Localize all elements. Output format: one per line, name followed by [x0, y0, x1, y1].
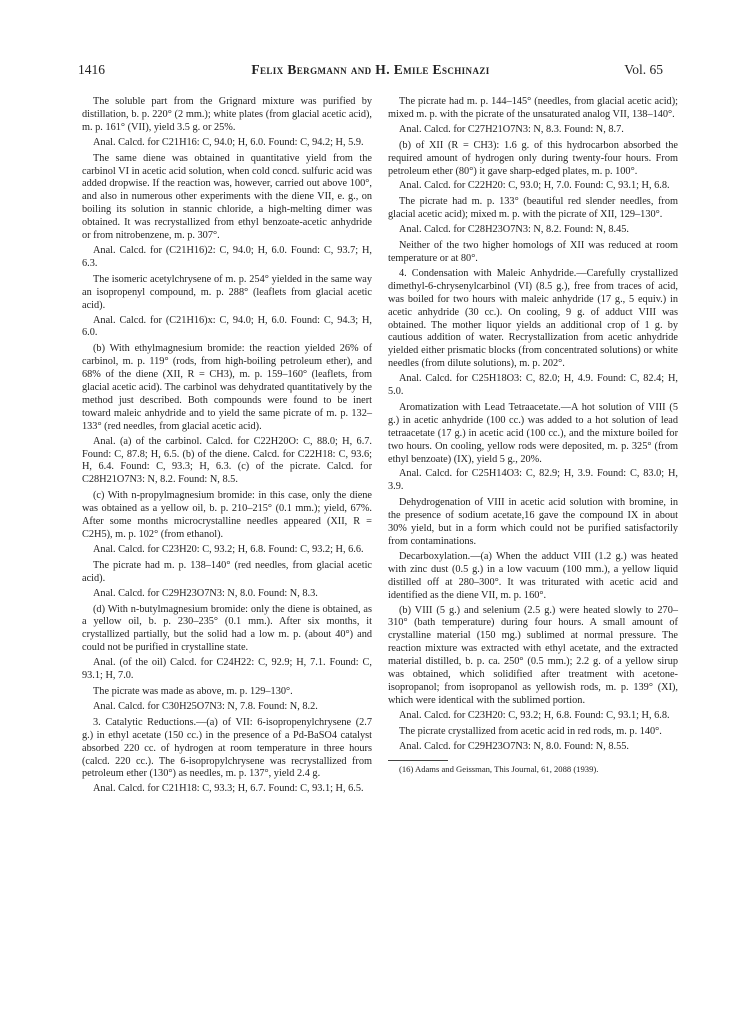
running-header [78, 62, 663, 80]
section-paragraph: Decarboxylation.—(a) When the adduct VIII (1.2 g.) was heated with zinc dust (0.5 g.) in a low vacuum (100 mm.), a yellow liquid distilled off at 280–300°. It was triturated with acetic acid and identified as the diene VII, m. p. 160°. [388, 550, 678, 601]
paragraph: (b) With ethylmagnesium bromide: the reaction yielded 26% of carbinol, m. p. 119° (rods, from high-boiling petroleum ether), and 68% of the diene (XII, R = CH3), m. p. 159–160° (leaflets, from glacial acetic acid). The carbinol was dehydrated quantitatively by the method just described. Both compounds were found to be inert toward maleic anhydride and to yield the same picrate of m. p. 132–133° (red needles, from glacial acetic acid). [82, 343, 372, 432]
footnote-rule [388, 760, 448, 761]
left-column [82, 96, 372, 799]
analysis-line: Anal. (of the oil) Calcd. for C24H22: C, 92.9; H, 7.1. Found: C, 93.1; H, 7.0. [82, 657, 372, 682]
paragraph: The picrate crystallized from acetic acid in red rods, m. p. 140°. [399, 725, 662, 737]
analysis-line: Anal. Calcd. for C25H14O3: C, 82.9; H, 3.9. Found: C, 83.0; H, 3.9. [388, 468, 678, 493]
analysis-line: Anal. Calcd. for C22H20: C, 93.0; H, 7.0. Found: C, 93.1; H, 6.8. [399, 180, 670, 192]
right-column [388, 96, 678, 777]
analysis-line: Anal. Calcd. for C29H23O7N3: N, 8.0. Found: N, 8.55. [399, 740, 629, 752]
analysis-line: Anal. Calcd. for C23H20: C, 93.2; H, 6.8. Found: C, 93.1; H, 6.8. [399, 709, 670, 721]
paragraph: Neither of the two higher homologs of XII was reduced at room temperature or at 80°. [388, 240, 678, 264]
paragraph: The picrate had m. p. 138–140° (red needles, from glacial acetic acid). [82, 559, 372, 584]
paragraph: (b) of XII (R = CH3): 1.6 g. of this hydrocarbon absorbed the required amount of hydrogen only during twenty-four hours. From petroleum ether (80°) it gave sharp-edged plates, m. p. 100°. [388, 139, 678, 177]
paragraph: The picrate was made as above, m. p. 129–130°. [93, 685, 293, 697]
paragraph: (c) With n-propylmagnesium bromide: in this case, only the diene was obtained as a yellow oil, b. p. 210–215° (0.1 mm.); yield, 67%. After some months microcrystalline needles appeared (XII, R = C2H5), m. p. 102° (from ethanol). [82, 490, 372, 540]
section-paragraph: 3. Catalytic Reductions.—(a) of VII: 6-isopropenylchrysene (2.7 g.) in ethyl acetate (150 cc.) in the presence of a Pd-BaSO4 catalyst absorbed 220 cc. of hydrogen at room temperature in three hours (calcd. 220 cc.). The 6-isopropylchrysene was recrystallized from petroleum ether (130°) as needles, m. p. 137°, yield 2.4 g. [82, 716, 372, 780]
section-paragraph: Aromatization with Lead Tetraacetate.—A hot solution of VIII (5 g.) in acetic anhydride (100 cc.) was added to a hot solution of lead tetraacetate (17 g.) in acetic acid (100 cc.), and the mixture boiled for two hours. On cooling, yellow rods were deposited, m. p. 325° (from ethyl benzoate) (IX), yield 5 g., 20%. [388, 401, 678, 465]
paragraph: (d) With n-butylmagnesium bromide: only the diene is obtained, as a yellow oil, b. p. 230–235° (0.1 mm.). After six months, it crystallized partially, but the solid had a low m. p. (about 40°) and could not be purified in crystalline state. [82, 603, 372, 654]
paragraph: The same diene was obtained in quantitative yield from the carbinol VI in acetic acid solution, when cold concd. sulfuric acid was added dropwise. If the reaction was, however, carried out above 100°, and also in numerous other experiments with the diene VII, e. g., on boiling its solution in stannic chloride, a high-melting dimer was obtained. It was recrystallized from ethyl benzoate-acetic anhydride or from nitrobenzene, m. p. 307°. [82, 152, 372, 242]
analysis-line: Anal. Calcd. for (C21H16)2: C, 94.0; H, 6.0. Found: C, 93.7; H, 6.3. [82, 244, 372, 269]
paragraph: (b) VIII (5 g.) and selenium (2.5 g.) were heated slowly to 270–310° (bath temperature) during four hours. A small amount of crystalline material (150 mg.) sublimed at normal pressure. The reaction mixture was extracted with ethyl acetate, and the extracted material distilled, b. p. ca. 250° (0.5 mm.); 2.2 g. of a yellow sirup was obtained, which solidified after treatment with acetone-isopropanol; from isopropanol as yellowish rods, m. p. 139° (XI), which were identical with the sublimed portion. [388, 604, 678, 706]
volume-label: Vol. 65 [624, 62, 663, 77]
analysis-line: Anal. Calcd. for C21H18: C, 93.3; H, 6.7. Found: C, 93.1; H, 6.5. [93, 783, 364, 795]
page-number: 1416 [78, 62, 105, 77]
paragraph: The picrate had m. p. 133° (beautiful red slender needles, from glacial acetic acid); mixed m. p. with the picrate of XII, 129–130°. [388, 196, 678, 221]
analysis-line: Anal. (a) of the carbinol. Calcd. for C22H20O: C, 88.0; H, 6.7. Found: C, 87.8; H, 6.5. (b) of the diene. Calcd. for C22H18: C, 93.6; H, 6.4. Found: C, 93.3; H, 6.3. (c) of the picrate. Calcd. for C28H21O7N3: N, 8.2. Found: N, 8.5. [82, 435, 372, 486]
section-paragraph: 4. Condensation with Maleic Anhydride.—Carefully crystallized dimethyl-6-chrysenylcarbinol (VI) (8.5 g.), free from traces of acid, was boiled for two hours with maleic anhydride (17 g., 5 equiv.) in acetic anhydride (30 cc.). On cooling, 9 g. of adduct VIII was obtained. The mother liquor yields an additional crop of 1 g. by cautious addition of water. Recrystallization from acetic anhydride yielded either prismatic blocks (from concentrated solutions) or white needles (from dilute solutions), m. p. 202°. [388, 267, 678, 370]
analysis-line: Anal. Calcd. for C27H21O7N3: N, 8.3. Found: N, 8.7. [399, 123, 624, 135]
analysis-line: Anal. Calcd. for C29H23O7N3: N, 8.0. Found: N, 8.3. [93, 587, 318, 599]
analysis-line: Anal. Calcd. for C21H16: C, 94.0; H, 6.0. Found: C, 94.2; H, 5.9. [93, 136, 364, 148]
analysis-line: Anal. Calcd. for C25H18O3: C, 82.0; H, 4.9. Found: C, 82.4; H, 5.0. [388, 373, 678, 398]
analysis-line: Anal. Calcd. for C23H20: C, 93.2; H, 6.8. Found: C, 93.2; H, 6.6. [93, 543, 364, 555]
footnote: (16) Adams and Geissman, This Journal, 61, 2088 (1939). [399, 763, 599, 774]
paragraph: Dehydrogenation of VIII in acetic acid solution with bromine, in the presence of sodium acetate,16 gave the compound IX in about 30% yield, but in a form which could not be purified satisfactorily from contaminations. [388, 497, 678, 547]
paragraph: The picrate had m. p. 144–145° (needles, from glacial acetic acid); mixed m. p. with the picrate of the unsaturated analog VII, 138–140°. [388, 96, 678, 120]
paragraph: The isomeric acetylchrysene of m. p. 254° yielded in the same way an isopropenyl compound, m. p. 288° (leaflets from glacial acetic acid). [82, 273, 372, 311]
paragraph: The soluble part from the Grignard mixture was purified by distillation, b. p. 220° (2 mm.); white plates (from glacial acetic acid), m. p. 161° (VII), yield 3.5 g. or 25%. [82, 96, 372, 133]
analysis-line: Anal. Calcd. for C28H23O7N3: N, 8.2. Found: N, 8.45. [399, 224, 629, 236]
analysis-line: Anal. Calcd. for (C21H16)x: C, 94.0; H, 6.0. Found: C, 94.3; H, 6.0. [82, 314, 372, 339]
analysis-line: Anal. Calcd. for C30H25O7N3: N, 7.8. Found: N, 8.2. [93, 700, 318, 712]
running-title: Felix Bergmann and H. Emile Eschinazi [251, 62, 490, 77]
